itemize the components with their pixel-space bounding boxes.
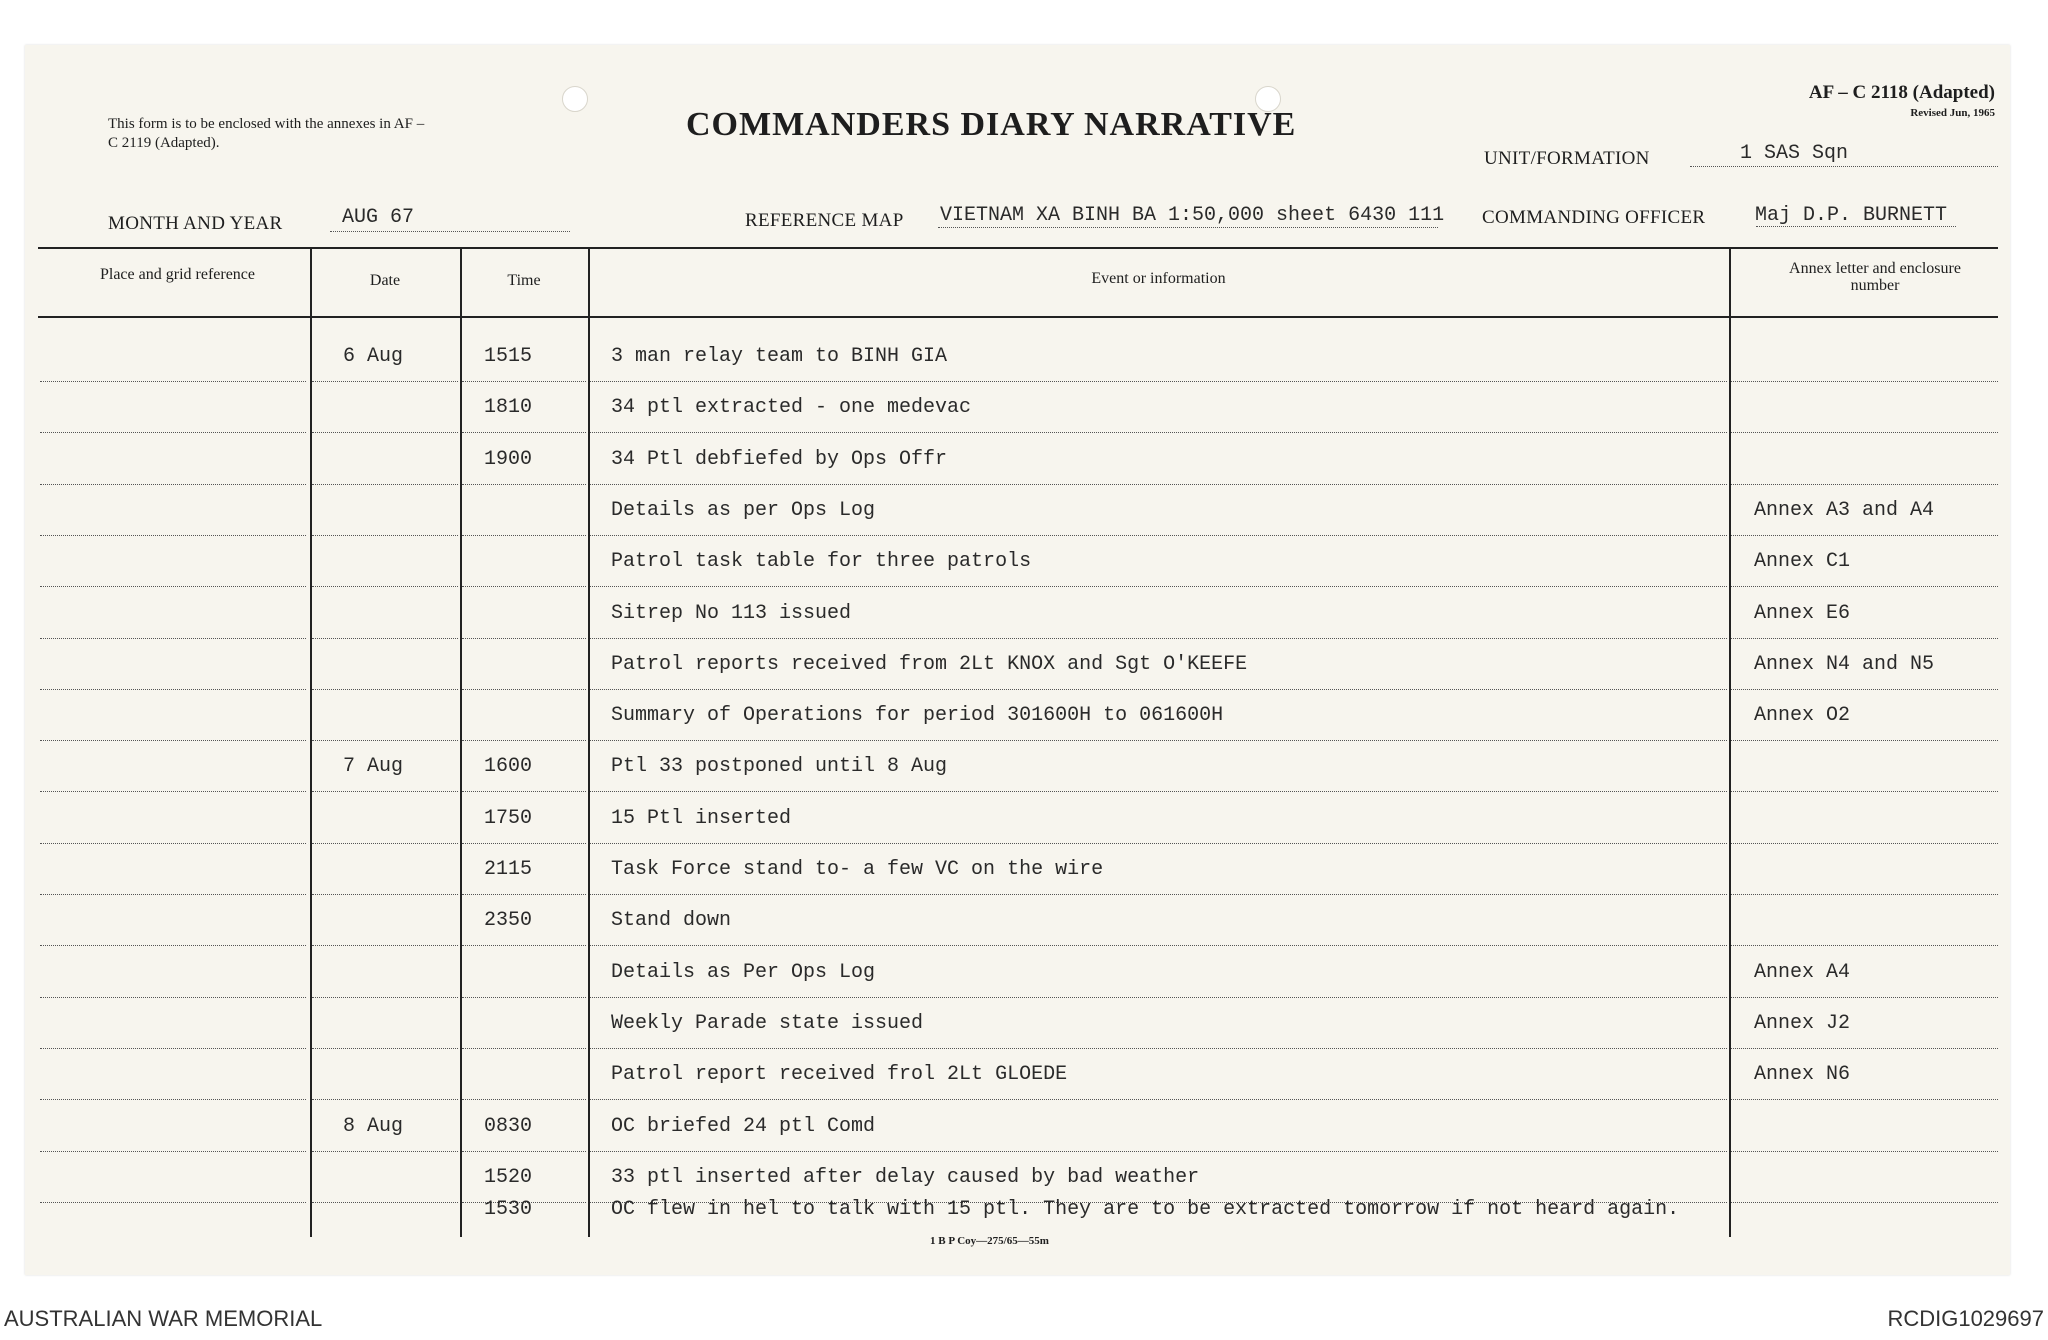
row-dotted-rule (40, 638, 306, 639)
row-dotted-rule (1731, 1202, 1998, 1203)
row-dotted-rule (462, 689, 586, 690)
entry-time: 1810 (484, 396, 533, 419)
row-dotted-rule (462, 843, 586, 844)
row-dotted-rule (312, 1048, 458, 1049)
column-header-annex: Annex letter and enclosure number (1789, 260, 1961, 294)
entry-event: Details as Per Ops Log (611, 961, 876, 984)
row-dotted-rule (462, 432, 586, 433)
row-dotted-rule (312, 586, 458, 587)
form-title: COMMANDERS DIARY NARRATIVE (686, 106, 1297, 143)
row-dotted-rule (312, 997, 458, 998)
row-dotted-rule (590, 997, 1727, 998)
entry-event: Patrol reports received from 2Lt KNOX and Sgt O'KEEFE (611, 653, 1248, 676)
entry-time: 1900 (484, 448, 533, 471)
row-dotted-rule (590, 381, 1727, 382)
row-dotted-rule (312, 945, 458, 946)
printer-imprint: 1 B P Coy—275/65—55m (930, 1235, 1049, 1247)
row-dotted-rule (462, 381, 586, 382)
entry-annex: Annex N4 and N5 (1754, 653, 1935, 676)
row-dotted-rule (312, 484, 458, 485)
row-dotted-rule (312, 1202, 458, 1203)
entry-date: 7 Aug (343, 755, 404, 778)
row-dotted-rule (462, 997, 586, 998)
row-dotted-rule (40, 432, 306, 433)
row-dotted-rule (40, 945, 306, 946)
row-dotted-rule (1731, 535, 1998, 536)
row-dotted-rule (462, 484, 586, 485)
entry-time: 2350 (484, 909, 533, 932)
entry-event: Task Force stand to- a few VC on the wire (611, 858, 1104, 881)
date-column-divider (310, 247, 312, 1237)
commanding-officer-label: COMMANDING OFFICER (1482, 207, 1706, 228)
row-dotted-rule (590, 638, 1727, 639)
column-header-time: Time (507, 272, 541, 289)
entry-annex: Annex J2 (1754, 1012, 1851, 1035)
entry-annex: Annex O2 (1754, 704, 1851, 727)
entry-annex: Annex A4 (1754, 961, 1851, 984)
row-dotted-rule (40, 689, 306, 690)
row-dotted-rule (1731, 740, 1998, 741)
row-dotted-rule (590, 1099, 1727, 1100)
row-dotted-rule (40, 535, 306, 536)
row-dotted-rule (590, 1151, 1727, 1152)
unit-formation-dotline (1690, 166, 1998, 167)
row-dotted-rule (312, 381, 458, 382)
entry-event: Ptl 33 postponed until 8 Aug (611, 755, 948, 778)
unit-formation-value: 1 SAS Sqn (1740, 142, 1849, 165)
row-dotted-rule (462, 740, 586, 741)
entry-event: 34 ptl extracted - one medevac (611, 396, 972, 419)
row-dotted-rule (1731, 997, 1998, 998)
entry-event: Summary of Operations for period 301600H to 061600H (611, 704, 1224, 727)
row-dotted-rule (40, 740, 306, 741)
entry-event: Sitrep No 113 issued (611, 602, 852, 625)
row-dotted-rule (1731, 945, 1998, 946)
row-dotted-rule (590, 689, 1727, 690)
row-dotted-rule (1731, 381, 1998, 382)
entry-time: 1515 (484, 345, 533, 368)
row-dotted-rule (312, 740, 458, 741)
annex-column-divider (1729, 247, 1731, 1237)
row-dotted-rule (1731, 843, 1998, 844)
row-dotted-rule (462, 1048, 586, 1049)
entry-annex: Annex N6 (1754, 1063, 1851, 1086)
row-dotted-rule (312, 894, 458, 895)
unit-formation-label: UNIT/FORMATION (1484, 148, 1650, 169)
entry-event: OC flew in hel to talk with 15 ptl. They are to be extracted tomorrow if not heard again. (611, 1198, 1680, 1221)
row-dotted-rule (40, 843, 306, 844)
row-dotted-rule (1731, 894, 1998, 895)
column-header-date: Date (369, 272, 401, 289)
row-dotted-rule (1731, 1099, 1998, 1100)
row-dotted-rule (312, 689, 458, 690)
row-dotted-rule (1731, 1151, 1998, 1152)
row-dotted-rule (462, 894, 586, 895)
entry-time: 2115 (484, 858, 533, 881)
row-dotted-rule (312, 843, 458, 844)
row-dotted-rule (590, 484, 1727, 485)
row-dotted-rule (40, 586, 306, 587)
entry-event: Weekly Parade state issued (611, 1012, 924, 1035)
row-dotted-rule (40, 791, 306, 792)
row-dotted-rule (312, 1099, 458, 1100)
entry-event: 3 man relay team to BINH GIA (611, 345, 948, 368)
archive-id: RCDIG1029697 (1887, 1306, 2044, 1331)
entry-time: 0830 (484, 1115, 533, 1138)
row-dotted-rule (40, 1048, 306, 1049)
row-dotted-rule (1731, 586, 1998, 587)
commanding-officer-value: Maj D.P. BURNETT (1755, 204, 1948, 227)
entry-annex: Annex C1 (1754, 550, 1851, 573)
entry-date: 6 Aug (343, 345, 404, 368)
row-dotted-rule (1731, 1048, 1998, 1049)
row-dotted-rule (312, 535, 458, 536)
month-year-value: AUG 67 (342, 206, 415, 229)
time-column-divider (460, 247, 462, 1237)
entry-event: 33 ptl inserted after delay caused by bad weather (611, 1166, 1200, 1189)
column-header-place: Place and grid reference (99, 266, 255, 283)
row-dotted-rule (462, 791, 586, 792)
row-dotted-rule (40, 1202, 306, 1203)
row-dotted-rule (590, 586, 1727, 587)
entry-event: Patrol report received frol 2Lt GLOEDE (611, 1063, 1068, 1086)
row-dotted-rule (462, 638, 586, 639)
row-dotted-rule (590, 535, 1727, 536)
row-dotted-rule (462, 945, 586, 946)
entry-event: 34 Ptl debfiefed by Ops Offr (611, 448, 948, 471)
table-top-rule (38, 247, 1998, 249)
row-dotted-rule (590, 740, 1727, 741)
row-dotted-rule (40, 894, 306, 895)
form-number: AF – C 2118 (Adapted) (1808, 82, 1995, 103)
row-dotted-rule (462, 586, 586, 587)
reference-map-label: REFERENCE MAP (745, 210, 904, 231)
archive-label: AUSTRALIAN WAR MEMORIAL (4, 1306, 323, 1331)
row-dotted-rule (312, 638, 458, 639)
entry-event: Patrol task table for three patrols (611, 550, 1032, 573)
month-year-dotline (330, 231, 570, 232)
row-dotted-rule (1731, 791, 1998, 792)
entry-time: 1750 (484, 807, 533, 830)
entry-event: Stand down (611, 909, 732, 932)
row-dotted-rule (312, 1151, 458, 1152)
row-dotted-rule (1731, 484, 1998, 485)
punch-hole-left (562, 86, 588, 112)
form-revised-date: Revised Jun, 1965 (1910, 107, 1995, 119)
column-header-event: Event or information (1091, 270, 1226, 287)
entry-event: 15 Ptl inserted (611, 807, 792, 830)
form-enclosure-note: This form is to be enclosed with the annexes in AF – C 2119 (Adapted). (108, 116, 425, 151)
row-dotted-rule (312, 791, 458, 792)
row-dotted-rule (590, 1048, 1727, 1049)
month-year-label: MONTH AND YEAR (108, 213, 283, 234)
entry-event: OC briefed 24 ptl Comd (611, 1115, 876, 1138)
entry-time: 1520 (484, 1166, 533, 1189)
entry-event: Details as per Ops Log (611, 499, 876, 522)
row-dotted-rule (462, 535, 586, 536)
entry-date: 8 Aug (343, 1115, 404, 1138)
entry-time: 1600 (484, 755, 533, 778)
row-dotted-rule (40, 381, 306, 382)
row-dotted-rule (590, 945, 1727, 946)
row-dotted-rule (590, 894, 1727, 895)
row-dotted-rule (40, 484, 306, 485)
row-dotted-rule (1731, 432, 1998, 433)
row-dotted-rule (40, 1151, 306, 1152)
reference-map-dotline (938, 227, 1438, 228)
reference-map-value: VIETNAM XA BINH BA 1:50,000 sheet 6430 111 (940, 204, 1445, 227)
row-dotted-rule (40, 997, 306, 998)
entry-time: 1530 (484, 1198, 533, 1221)
entry-annex: Annex A3 and A4 (1754, 499, 1935, 522)
row-dotted-rule (1731, 689, 1998, 690)
table-header-rule (38, 316, 1998, 318)
row-dotted-rule (590, 791, 1727, 792)
row-dotted-rule (590, 432, 1727, 433)
row-dotted-rule (312, 432, 458, 433)
row-dotted-rule (40, 1099, 306, 1100)
row-dotted-rule (590, 843, 1727, 844)
row-dotted-rule (1731, 638, 1998, 639)
entry-annex: Annex E6 (1754, 602, 1851, 625)
row-dotted-rule (462, 1151, 586, 1152)
event-column-divider (588, 247, 590, 1237)
row-dotted-rule (462, 1099, 586, 1100)
